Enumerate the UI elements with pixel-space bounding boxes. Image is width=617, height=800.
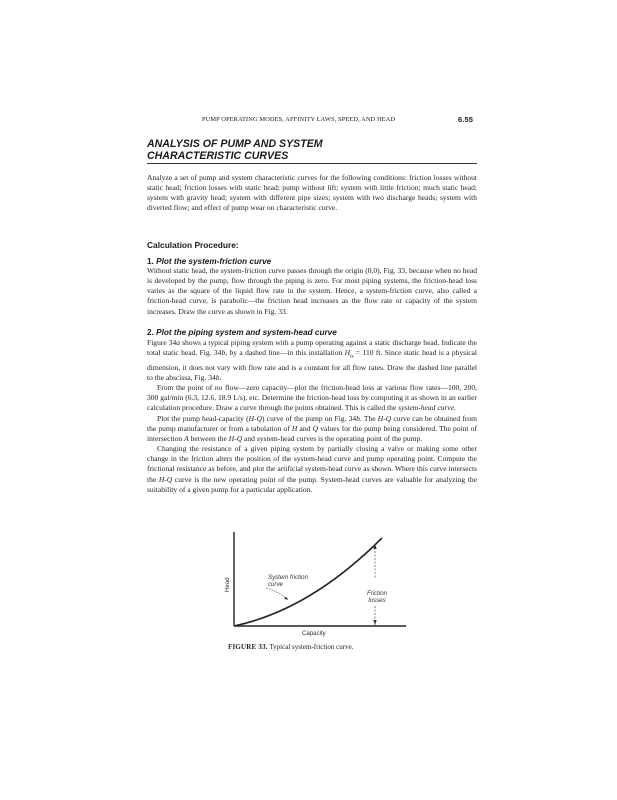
- step-1-body: [147, 266, 477, 317]
- step-2-paragraph-2: From the point of no flow—zero capacity—plot the friction-head loss at various flow rates—100, 200, 300 gal/min (6.3, 12.6, 18.9 L/s), etc. Determine the friction-head loss by computing it as shown in an earlier calculation procedure. Draw a curve through the points obtained. This is called the system-head curve.: [147, 383, 477, 413]
- page-number: 6.55: [458, 115, 473, 124]
- step-2-number: 2.: [147, 328, 154, 337]
- running-head-title: PUMP OPERATING MODES, AFFINITY LAWS, SPEED, AND HEAD: [202, 116, 396, 123]
- section-title: [147, 138, 477, 162]
- system-friction-curve: [234, 538, 382, 626]
- running-head: [147, 114, 475, 128]
- y-axis-label: Head: [224, 577, 231, 592]
- losses-down-arrow: [373, 620, 376, 625]
- title-rule: [147, 163, 477, 164]
- calculation-procedure-heading: Calculation Procedure:: [147, 240, 239, 250]
- step-2-title: Plot the piping system and system-head curve: [156, 328, 337, 337]
- intro-paragraph: [147, 173, 477, 214]
- intro-text: Analyze a set of pump and system characteristic curves for the following conditions: friction losses without static head; friction losses with static head; pump without lift; system with little friction; much static head; system with gravity head; system with different pipe sizes; system with two discharge heads; system with diverted flow; and effect of pump wear on characteristic curve.: [147, 173, 477, 213]
- step-2-heading: [147, 328, 337, 338]
- friction-losses-label: Friction losses: [367, 590, 387, 605]
- figure-33: [220, 530, 410, 638]
- figure-caption: [228, 643, 428, 651]
- caption-label: FIGURE 33.: [228, 643, 268, 651]
- step-1-paragraph: Without static head, the system-friction curve passes through the origin (0,0), Fig. 33, because when no head is developed by the pump, flow through the piping is zero. For most piping systems, the friction-head loss varies as the square of the liquid flow rate in the system. Hence, a system-friction curve, also called a friction-head curve, is parabolic—the friction head increases as the flow rate or capacity of the system increases. Draw the curve as shown in Fig. 33.: [147, 266, 477, 316]
- caption-text: Typical system-friction curve.: [269, 643, 354, 651]
- curve-label: System friction curve: [268, 574, 308, 589]
- x-axis-label: Capacity: [302, 630, 326, 637]
- system-friction-curve-plot: [220, 530, 410, 638]
- step-1-title: Plot the system-friction curve: [156, 257, 272, 266]
- step-2-paragraph-4: Changing the resistance of a given piping system by partially closing a valve or making some other change in the friction alters the position of the system-head curve and pump operating point. Compute the frictional resistance as before, and plot the artificial system-head curve as shown. Where this curve intersects the H-Q curve is the new operating point of the pump. System-head curves are valuable for analyzing the suitability of a given pump for a particular application.: [147, 444, 478, 494]
- step-2-body: [147, 338, 477, 495]
- step-2-paragraph-3: Plot the pump head-capacity (H-Q) curve of the pump on Fig. 34b. The H-Q curve can be obtained from the pump manufacturer or from a tabulation of H and Q values for the pump being considered. The point of intersection A between the H-Q and system-head curves is the operating point of the pump.: [147, 413, 477, 443]
- step-2-paragraph-1: Figure 34a shows a typical piping system with a pump operating against a static discharge head. Indicate the total static head, Fig. 34b, by a dashed line—in this installation $H_{ts} = 110$ ft. Since static head is a physical dimension, it does not vary with flow rate and is a constant for all flow rates. Draw the dashed line parallel to the abscissa, Fig. 34b.: [147, 338, 477, 382]
- section-title-line-2: CHARACTERISTIC CURVES: [147, 150, 289, 162]
- section-title-line-1: ANALYSIS OF PUMP AND SYSTEM: [147, 138, 323, 150]
- step-1-number: 1.: [147, 257, 154, 266]
